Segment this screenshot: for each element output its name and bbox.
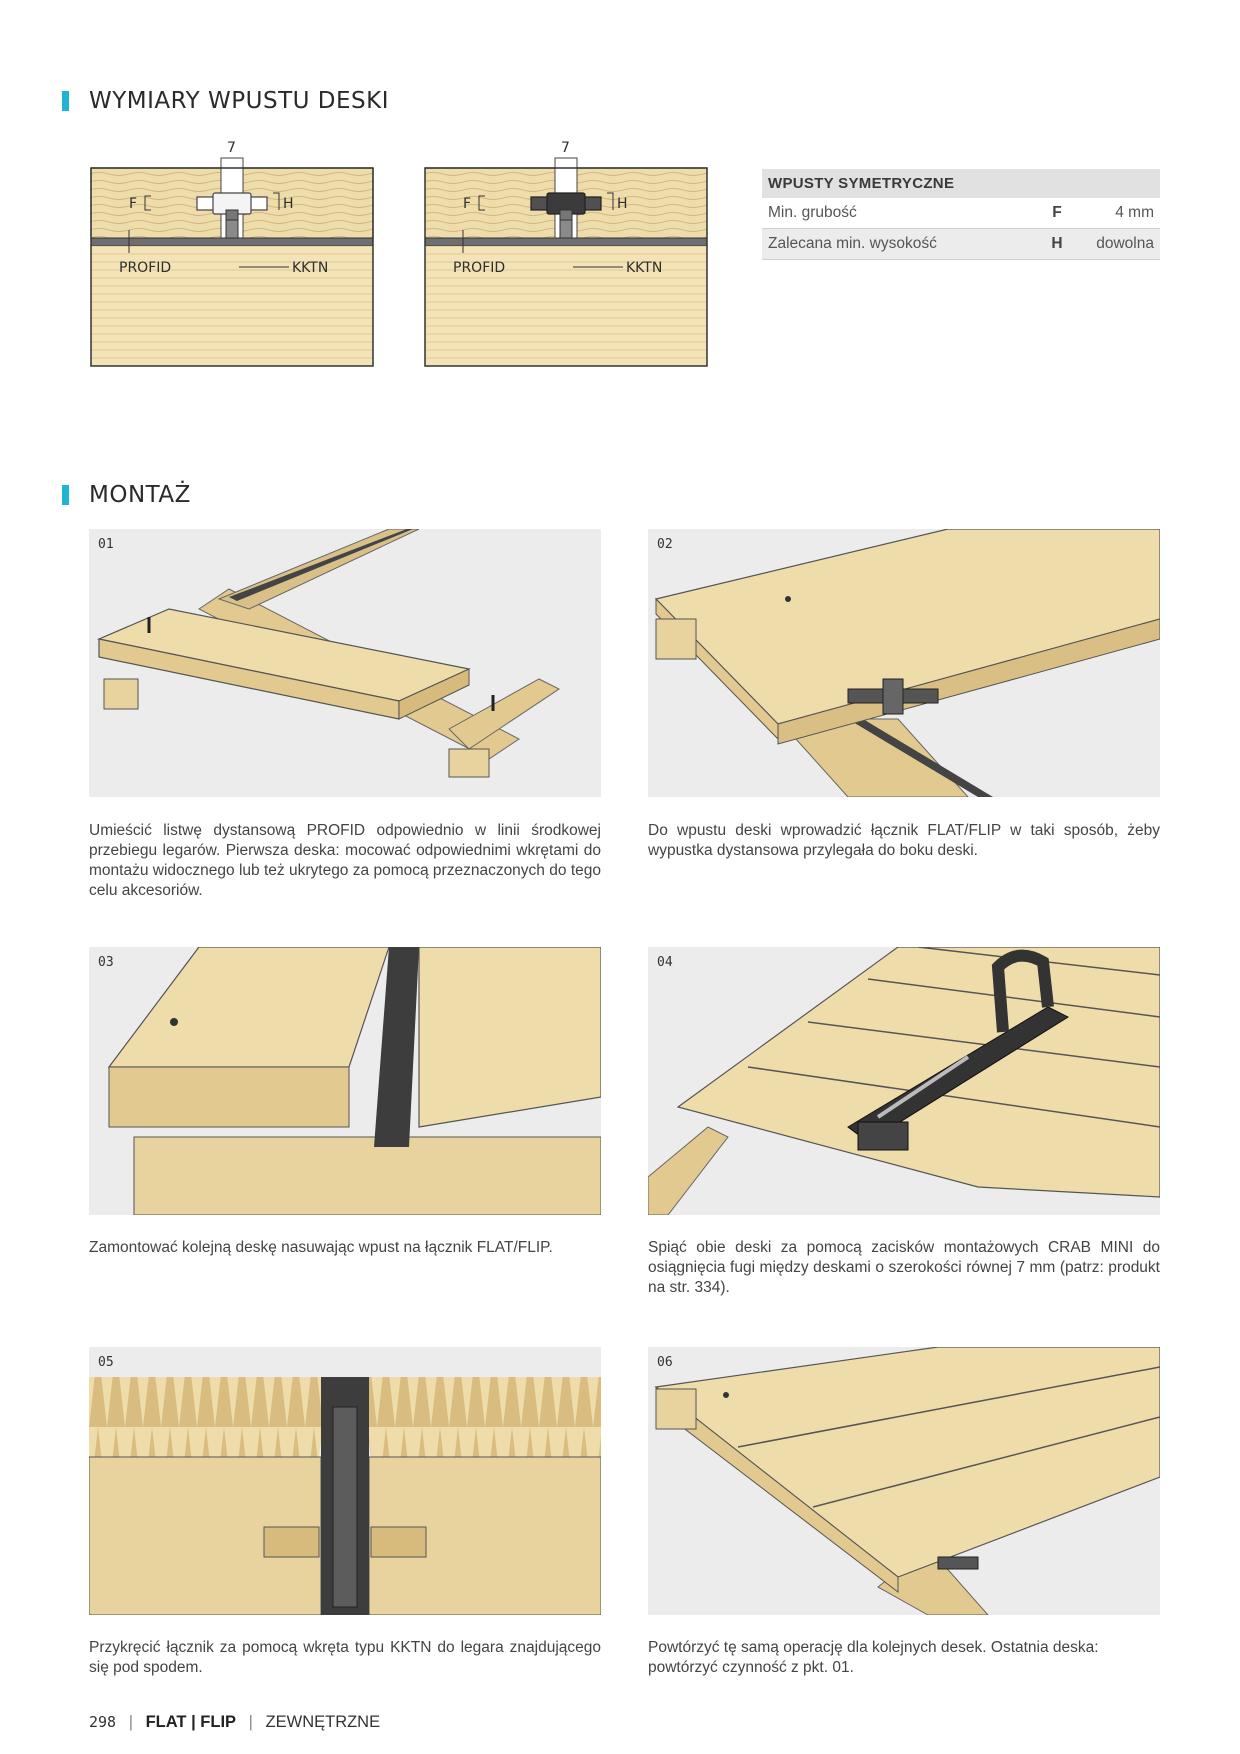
table-row [762,198,1160,229]
step-number: 02 [657,537,673,552]
page-footer [89,1713,380,1732]
step-number: 03 [98,955,114,970]
symmetric-grooves-table [762,169,1160,260]
f-dimension-label: F [129,196,138,212]
step-illustration-03 [89,947,601,1215]
groove-diagram-flat [89,138,375,368]
step-illustration-05 [89,1347,601,1615]
profid-label: PROFID [453,260,506,276]
product-name: FLAT | FLIP [145,1713,237,1731]
section-title-dimensions [62,88,389,114]
step-illustration-04 [648,947,1160,1215]
step-number: 06 [657,1355,673,1370]
step-illustration-02 [648,529,1160,797]
row-value: 4 mm [1078,198,1160,229]
step-description-06: Powtórzyć tę samą operację dla kolejnych desek. Ostatnia deska: powtórzyć czynność z pkt. 01. [648,1639,1099,1676]
footer-separator: | [128,1713,133,1731]
category-name: ZEWNĘTRZNE [265,1713,381,1731]
table-row [762,229,1160,260]
row-label: Zalecana min. wysokość [762,229,1036,260]
table-header: WPUSTY SYMETRYCZNE [762,169,1160,198]
step-number: 04 [657,955,673,970]
profid-label: PROFID [119,260,172,276]
section-title-text: MONTAŻ [89,482,191,508]
gap-dimension-label: 7 [227,140,236,156]
f-dimension-label: F [463,196,472,212]
step-illustration-06 [648,1347,1160,1615]
kktn-label: KKTN [626,260,663,276]
h-dimension-label: H [617,196,628,212]
row-symbol: H [1036,229,1078,260]
accent-bar [62,91,69,111]
step-description-02: Do wpustu deski wprowadzić łącznik FLAT/FLIP w taki sposób, żeby wypustka dystansowa przylegała do boku deski. [648,822,1160,859]
step-description-03: Zamontować kolejną deskę nasuwając wpust na łącznik FLAT/FLIP. [89,1239,553,1256]
groove-diagram-svg [423,138,709,368]
gap-dimension-label: 7 [561,140,570,156]
section-title-assembly [62,482,191,508]
step-number: 05 [98,1355,114,1370]
step-number: 01 [98,537,114,552]
kktn-label: KKTN [292,260,329,276]
h-dimension-label: H [283,196,294,212]
footer-separator: | [248,1713,253,1731]
row-value: dowolna [1078,229,1160,260]
step-illustration-01 [89,529,601,797]
step-description-01: Umieścić listwę dystansową PROFID odpowiednio w linii środkowej przebiegu legarów. Pierwsza deska: mocować odpowiednimi wkrętami do montażu widocznego lub też ukrytego za pomocą przeznaczonych do tego celu akcesoriów. [89,822,601,899]
groove-diagram-flip [423,138,709,368]
groove-diagram-svg [89,138,375,368]
page-number: 298 [89,1713,117,1731]
accent-bar [62,485,69,505]
row-label: Min. grubość [762,198,1036,229]
section-title-text: WYMIARY WPUSTU DESKI [89,88,389,114]
row-symbol: F [1036,198,1078,229]
step-description-05: Przykręcić łącznik za pomocą wkręta typu KKTN do legara znajdującego się pod spodem. [89,1639,601,1676]
step-description-04: Spiąć obie deski za pomocą zacisków montażowych CRAB MINI do osiągnięcia fugi między deskami o szerokości równej 7 mm (patrz: produkt na str. 334). [648,1239,1160,1296]
